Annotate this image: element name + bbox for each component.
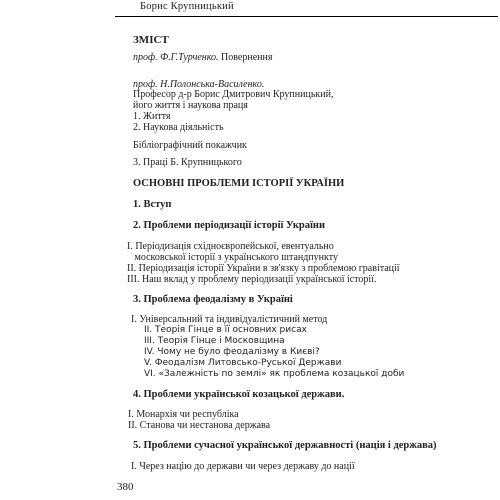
section-item: ІІІ. Наш вклад у проблему періодизації української історії. (127, 274, 377, 285)
section-item: І. Періодизація східноєвропейської, евентуально (127, 241, 334, 252)
book-title: ОСНОВНІ ПРОБЛЕМИ ІСТОРІЇ УКРАЇНИ (133, 178, 345, 189)
contents-entry-2-line: 1. Життя (133, 111, 171, 122)
section-item: VI. «Залежність по землі» як проблема козацької доби (144, 369, 405, 379)
entry-title: Повернення (218, 52, 273, 63)
section-item: IV. Чому не було феодалізму в Києві? (144, 347, 320, 357)
section-item: V. Феодалізм Литовсько-Руської Держави (144, 358, 342, 368)
contents-entry-2-line: Професор д-р Борис Дмитрович Крупницький, (133, 89, 334, 100)
section-title: 3. Проблема феодалізму в Україні (133, 294, 293, 305)
section-item: І. Через націю до держави чи через державу до нації (131, 461, 355, 472)
section-title: 4. Проблеми української козацької держави. (133, 389, 345, 400)
contents-entry-2-line: 2. Наукова діяльність (133, 122, 224, 133)
works-entry: 3. Праці Б. Крупницького (133, 157, 242, 168)
section-item: II. Станова чи нестанова держава (128, 420, 271, 431)
section-item: III. Теорія Гінце і Московщина (144, 336, 285, 346)
section-item: І. Монархія чи республіка (128, 409, 239, 420)
entry-author: проф. Ф.Г.Турченко. (133, 52, 219, 63)
section-title: 5. Проблеми сучасної української державності (нація і держава) (133, 440, 437, 451)
contents-entry-2-line: його життя і наукова праця (133, 100, 248, 111)
contents-entry-1 (133, 52, 272, 63)
section-item: I. Універсальний та індивідуалістичний метод (131, 314, 328, 325)
running-header: Борис Крупницький (140, 1, 234, 12)
section-item: ІІ. Періодизація історії України в зв'язку з проблемою гравітації (127, 263, 400, 274)
contents-entry-2-author: проф. Н.Полонська-Василенко. (133, 79, 265, 90)
section-item: II. Теорія Гінце в її основних рисах (144, 325, 307, 335)
section-title: 2. Проблеми періодизації історії України (133, 220, 326, 231)
contents-heading: ЗМІСТ (133, 34, 169, 46)
header-rule (115, 16, 498, 17)
page-number: 380 (117, 481, 134, 493)
section-item: московської історії з українського штандпункту (127, 252, 338, 263)
section-title: 1. Вступ (133, 199, 172, 210)
bibliography-entry: Бібліографічний покажчик (133, 140, 247, 151)
